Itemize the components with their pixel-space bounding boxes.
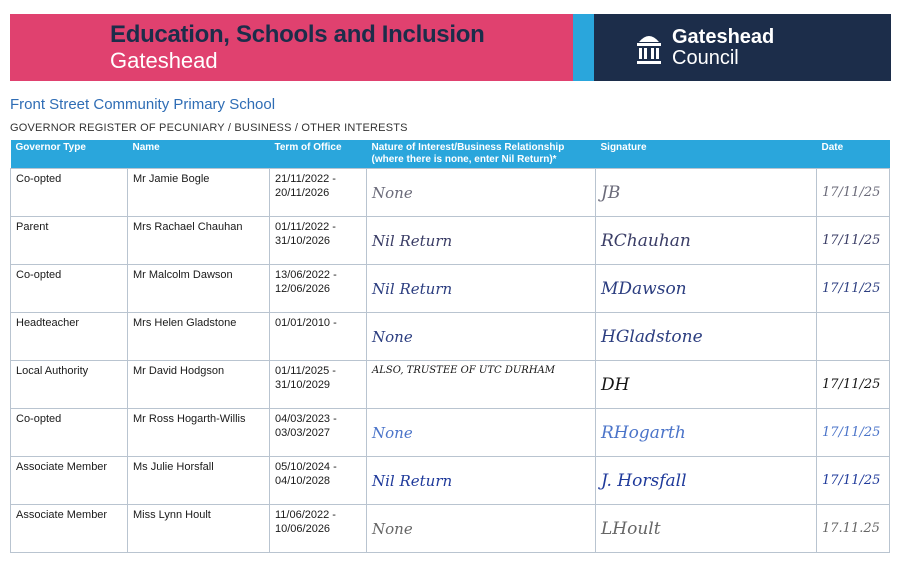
header-nature-of-interest bbox=[367, 140, 596, 169]
term-start: 01/01/2010 - bbox=[275, 317, 337, 329]
term-start: 13/06/2022 - bbox=[275, 269, 337, 281]
cell-date: 17/11/25 bbox=[817, 169, 890, 217]
table-row bbox=[11, 409, 890, 457]
cell-name: Mr Malcolm Dawson bbox=[128, 265, 270, 313]
cell-name: Mr Jamie Bogle bbox=[128, 169, 270, 217]
cell-term-of-office bbox=[270, 457, 367, 505]
cell-governor-type: Associate Member bbox=[11, 505, 128, 553]
table-row bbox=[11, 169, 890, 217]
term-start: 05/10/2024 - bbox=[275, 461, 337, 473]
header-term-of-office: Term of Office bbox=[270, 140, 367, 169]
banner-subtitle: Gateshead bbox=[110, 48, 218, 73]
cell-date: 17/11/25 bbox=[817, 361, 890, 409]
header-governor-type: Governor Type bbox=[11, 140, 128, 169]
council-name-line1: Gateshead bbox=[672, 26, 775, 48]
cell-date: 17/11/25 bbox=[817, 457, 890, 505]
header-date: Date bbox=[817, 140, 890, 169]
cell-name: Miss Lynn Hoult bbox=[128, 505, 270, 553]
cell-term-of-office bbox=[270, 505, 367, 553]
term-end: 20/11/2026 bbox=[275, 187, 330, 199]
cell-name: Mrs Rachael Chauhan bbox=[128, 217, 270, 265]
cell-term-of-office bbox=[270, 169, 367, 217]
term-start: 11/06/2022 - bbox=[275, 509, 336, 521]
term-start: 04/03/2023 - bbox=[275, 413, 337, 425]
cell-date: 17/11/25 bbox=[817, 409, 890, 457]
cell-interest: ALSO, TRUSTEE OF UTC DURHAM bbox=[367, 361, 596, 409]
cell-term-of-office bbox=[270, 361, 367, 409]
governor-register-table bbox=[10, 140, 889, 553]
term-start: 01/11/2025 - bbox=[275, 365, 336, 377]
table-row bbox=[11, 217, 890, 265]
table-row bbox=[11, 457, 890, 505]
header-interest-label: Nature of Interest/Business Relationship bbox=[371, 142, 565, 153]
cell-interest: None bbox=[367, 409, 596, 457]
term-end: 03/03/2027 bbox=[275, 427, 331, 439]
cell-date: 17/11/25 bbox=[817, 217, 890, 265]
table-body bbox=[11, 169, 890, 553]
cell-interest: Nil Return bbox=[367, 265, 596, 313]
cell-name: Ms Julie Horsfall bbox=[128, 457, 270, 505]
cell-interest: Nil Return bbox=[367, 457, 596, 505]
header-signature: Signature bbox=[596, 140, 817, 169]
cell-interest: None bbox=[367, 313, 596, 361]
cell-signature: JB bbox=[596, 169, 817, 217]
table-row bbox=[11, 505, 890, 553]
cell-governor-type: Local Authority bbox=[11, 361, 128, 409]
cell-signature: DH bbox=[596, 361, 817, 409]
cell-interest: Nil Return bbox=[367, 217, 596, 265]
term-end: 10/06/2026 bbox=[275, 523, 331, 535]
cell-date: 17/11/25 bbox=[817, 265, 890, 313]
cell-governor-type: Co-opted bbox=[11, 169, 128, 217]
cell-signature: MDawson bbox=[596, 265, 817, 313]
cell-governor-type: Co-opted bbox=[11, 409, 128, 457]
cell-signature: LHoult bbox=[596, 505, 817, 553]
cell-term-of-office bbox=[270, 409, 367, 457]
cell-term-of-office bbox=[270, 265, 367, 313]
term-end: 31/10/2029 bbox=[275, 379, 331, 391]
cell-date: 17.11.25 bbox=[817, 505, 890, 553]
term-start: 21/11/2022 - bbox=[275, 173, 336, 185]
council-building-icon bbox=[635, 28, 663, 66]
cell-interest: None bbox=[367, 169, 596, 217]
cell-signature: HGladstone bbox=[596, 313, 817, 361]
cell-term-of-office bbox=[270, 313, 367, 361]
header-interest-note: (where there is none, enter Nil Return)* bbox=[371, 154, 557, 165]
table-row bbox=[11, 265, 890, 313]
header-name: Name bbox=[128, 140, 270, 169]
table-row bbox=[11, 313, 890, 361]
cell-name: Mr Ross Hogarth-Willis bbox=[128, 409, 270, 457]
cell-governor-type: Headteacher bbox=[11, 313, 128, 361]
cell-governor-type: Parent bbox=[11, 217, 128, 265]
cell-date bbox=[817, 313, 890, 361]
council-name-line2: Council bbox=[672, 47, 739, 69]
cell-signature: J. Horsfall bbox=[596, 457, 817, 505]
cell-interest: None bbox=[367, 505, 596, 553]
cell-signature: RChauhan bbox=[596, 217, 817, 265]
cell-governor-type: Associate Member bbox=[11, 457, 128, 505]
cell-signature: RHogarth bbox=[596, 409, 817, 457]
term-end: 31/10/2026 bbox=[275, 235, 331, 247]
table-header-row bbox=[11, 140, 890, 169]
cell-name: Mr David Hodgson bbox=[128, 361, 270, 409]
banner-title: Education, Schools and Inclusion bbox=[110, 21, 485, 48]
cell-term-of-office bbox=[270, 217, 367, 265]
school-name: Front Street Community Primary School bbox=[10, 96, 276, 113]
term-end: 12/06/2026 bbox=[275, 283, 331, 295]
term-end: 04/10/2028 bbox=[275, 475, 331, 487]
register-title: GOVERNOR REGISTER OF PECUNIARY / BUSINESS / OTHER INTERESTS bbox=[10, 122, 408, 134]
cell-name: Mrs Helen Gladstone bbox=[128, 313, 270, 361]
term-start: 01/11/2022 - bbox=[275, 221, 336, 233]
table-row bbox=[11, 361, 890, 409]
cell-governor-type: Co-opted bbox=[11, 265, 128, 313]
banner-divider-strip bbox=[573, 14, 594, 81]
